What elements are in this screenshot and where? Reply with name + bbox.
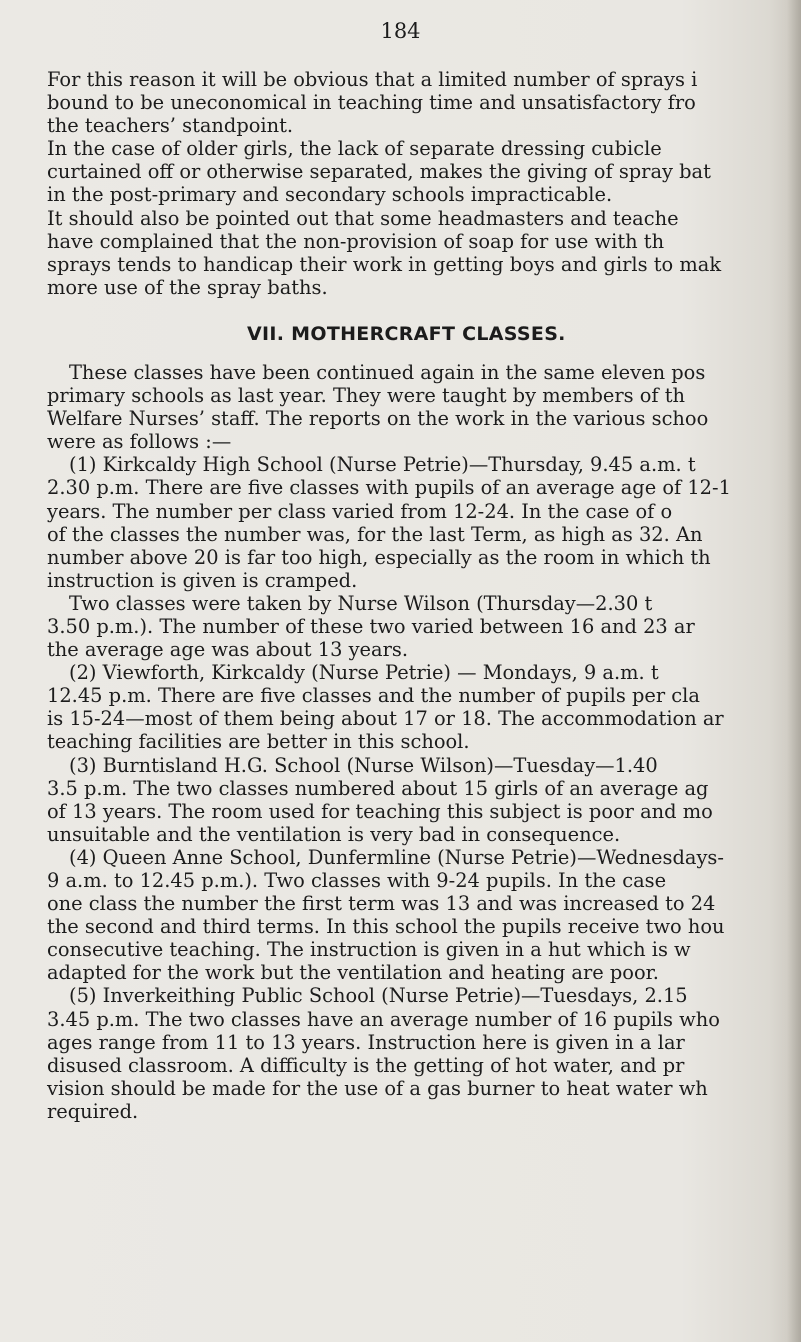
text-line: the second and third terms. In this school the pupils receive two hou (47, 915, 725, 939)
text-line: For this reason it will be obvious that a limited number of sprays i (47, 68, 698, 91)
text-line: sprays tends to handicap their work in getting boys and girls to mak (47, 252, 722, 276)
text-line: 2.30 p.m. There are five classes with pupils of an average age of 12-1 (47, 476, 731, 500)
text-line: ages range from 11 to 13 years. Instruction here is given in a lar (47, 1030, 685, 1054)
text-line: number above 20 is far too high, especially as the room in which th (47, 545, 711, 569)
paragraph-nurse-wilson-classes (47, 592, 801, 661)
text-line: disused classroom. A difficulty is the getting of hot water, and pr (47, 1053, 685, 1077)
paragraph-queen-anne-school (47, 846, 801, 985)
text-line: the average age was about 13 years. (47, 638, 408, 662)
text-line: (5) Inverkeithing Public School (Nurse Petrie)—Tuesdays, 2.15 (69, 984, 688, 1008)
text-line: unsuitable and the ventilation is very bad in consequence. (47, 822, 621, 846)
text-line: more use of the spray baths. (47, 275, 328, 299)
text-line: 12.45 p.m. There are five classes and the number of pupils per cla (47, 684, 700, 708)
text-line: Two classes were taken by Nurse Wilson (Thursday—2.30 t (69, 591, 653, 615)
text-line: have complained that the non-provision of soap for use with th (47, 229, 665, 253)
text-line: 3.45 p.m. The two classes have an average number of 16 pupils who (47, 1007, 720, 1031)
text-line: These classes have been continued again in the same eleven pos (69, 360, 706, 384)
text-line: years. The number per class varied from 12-24. In the case of o (47, 499, 673, 523)
text-line: primary schools as last year. They were taught by members of th (47, 384, 686, 408)
text-line: of 13 years. The room used for teaching this subject is poor and mo (47, 799, 713, 823)
text-line: curtained off or otherwise separated, makes the giving of spray bat (47, 160, 711, 184)
text-line: In the case of older girls, the lack of separate dressing cubicle (47, 137, 662, 161)
text-line: It should also be pointed out that some headmasters and teache (47, 206, 679, 230)
text-line: (2) Viewforth, Kirkcaldy (Nurse Petrie) — Mondays, 9 a.m. t (69, 661, 659, 685)
text-line: (3) Burntisland H.G. School (Nurse Wilson)—Tuesday—1.40 (69, 753, 658, 777)
text-line: (1) Kirkcaldy High School (Nurse Petrie)—Thursday, 9.45 a.m. t (69, 453, 696, 477)
text-line: of the classes the number was, for the last Term, as high as 32. An (47, 522, 703, 546)
paragraph-sprays-uneconomical (47, 68, 801, 137)
section-heading: VII. MOTHERCRAFT CLASSES. (247, 322, 566, 345)
text-line: Welfare Nurses’ staff. The reports on the work in the various schoo (47, 407, 709, 431)
text-line: consecutive teaching. The instruction is given in a hut which is w (47, 938, 691, 962)
text-line: 9 a.m. to 12.45 p.m.). Two classes with 9-24 pupils. In the case (47, 869, 667, 892)
paragraph-kirkcaldy-high-school (47, 453, 801, 592)
text-line: adapted for the work but the ventilation and heating are poor. (47, 961, 659, 985)
text-line: were as follows :— (47, 430, 232, 454)
paragraph-viewforth (47, 661, 801, 753)
text-line: instruction is given is cramped. (47, 568, 358, 592)
text-line: the teachers’ standpoint. (47, 114, 294, 138)
text-line: (4) Queen Anne School, Dunfermline (Nurse Petrie)—Wednesdays- (69, 845, 724, 869)
page-number: 184 (380, 19, 421, 43)
text-line: in the post-primary and secondary schools impracticable. (47, 183, 613, 207)
page-body (47, 68, 801, 1123)
text-line: bound to be uneconomical in teaching time and unsatisfactory fro (47, 91, 696, 115)
paragraph-inverkeithing (47, 984, 801, 1123)
text-line: required. (47, 1099, 139, 1123)
paragraph-mothercraft-intro (47, 361, 801, 453)
paragraph-burntisland (47, 754, 801, 846)
text-line: 3.5 p.m. The two classes numbered about 15 girls of an average ag (47, 776, 709, 800)
text-line: one class the number the first term was 13 and was increased to 24 (47, 892, 716, 916)
text-line: 3.50 p.m.). The number of these two varied between 16 and 23 ar (47, 614, 695, 638)
paragraph-dressing-cubicles (47, 137, 801, 206)
paragraph-soap-provision (47, 207, 801, 299)
text-line: teaching facilities are better in this school. (47, 730, 470, 754)
text-line: is 15-24—most of them being about 17 or 18. The accommodation ar (47, 707, 724, 731)
text-line: vision should be made for the use of a gas burner to heat water wh (47, 1076, 708, 1100)
